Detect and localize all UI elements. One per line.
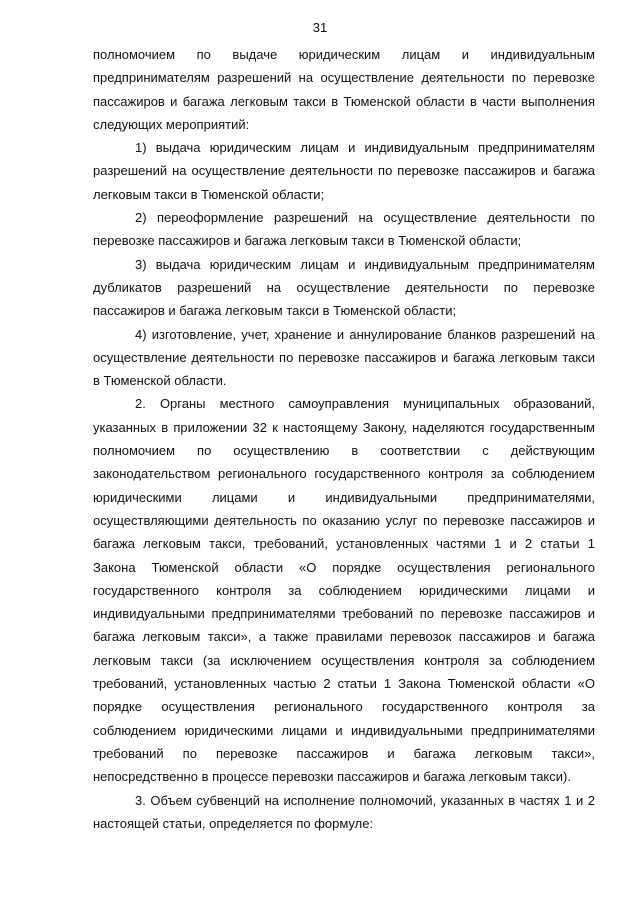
- list-item-4: 4) изготовление, учет, хранение и аннулирование бланков разрешений на осуществление деятельности по перевозке пассажиров и багажа легковым такси в Тюменской области.: [93, 326, 595, 389]
- list-item-1: 1) выдача юридическим лицам и индивидуальным предпринимателям разрешений на осуществление деятельности по перевозке пассажиров и багажа легковым такси в Тюменской области;: [93, 140, 595, 202]
- list-item-2: 2) переоформление разрешений на осуществление деятельности по перевозке пассажиров и багажа легковым такси в Тюменской области;: [93, 210, 595, 249]
- paragraph-continuation: полномочием по выдаче юридическим лицам и индивидуальным предпринимателям разрешений на осуществление деятельности по перевозке пассажиров и багажа легковым такси в Тюменской области в части выполнения следующих мероприятий:: [93, 47, 595, 132]
- section-3-paragraph: 3. Объем субвенций на исполнение полномочий, указанных в частях 1 и 2 настоящей статьи, определяется по формуле:: [93, 792, 595, 831]
- page-number: 31: [312, 20, 328, 35]
- list-item-3: 3) выдача юридическим лицам и индивидуальным предпринимателям дубликатов разрешений на осуществление деятельности по перевозке пассажиров и багажа легковым такси в Тюменской области;: [93, 256, 595, 319]
- document-body: [93, 43, 595, 835]
- section-2-paragraph: 2. Органы местного самоуправления муниципальных образований, указанных в приложении 32 к настоящему Закону, наделяются государственным полномочием по осуществлению в соответствии с действующим законодательством регионального государственного контроля за соблюдением юридическими лицами и индивидуальными предпринимателями, осуществляющими деятельность по оказанию услуг по перевозке пассажиров и багажа легковым такси, требований, установленных частями 1 и 2 статьи 1 Закона Тюменской области «О порядке осуществления регионального государственного контроля за соблюдением юридическими лицами и индивидуальными предпринимателями требований по перевозке пассажиров и багажа легковым такси», а также правилами перевозок пассажиров и багажа легковым такси (за исключением осуществления контроля за соблюдением требований, установленных частью 2 статьи 1 Закона Тюменской области «О порядке осуществления регионального государственного контроля за соблюдением юридическими лицами и индивидуальными предпринимателями требований по перевозке пассажиров и багажа легковым такси», непосредственно в процессе перевозки пассажиров и багажа легковым такси).: [93, 396, 595, 785]
